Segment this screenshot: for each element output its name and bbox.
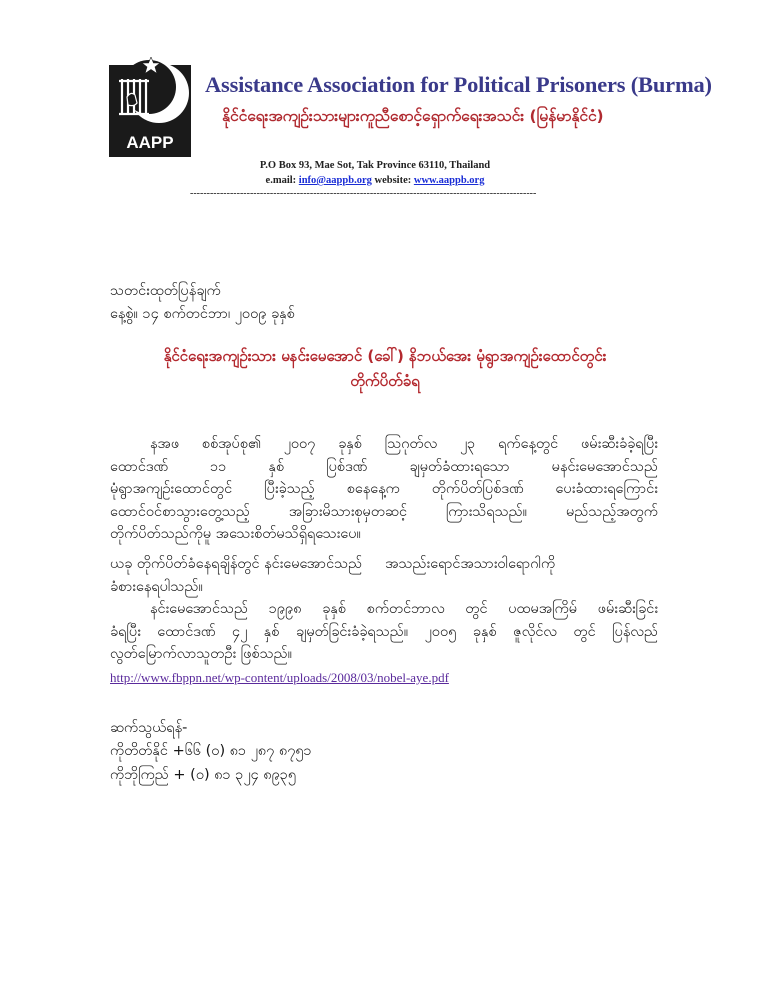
website-link[interactable]: www.aappb.org — [413, 175, 485, 186]
organization-name-local: နိုင်ငံရေးအကျဉ်းသားများကူညီစောင့်ရှောက်ရေးအသင်း (မြန်မာနိုင်ငံ) — [222, 107, 604, 125]
paragraph-line: ထောင်ဒဏ် ၁၁ နှစ် ပြစ်ဒဏ် ချမှတ်ခံထားရသော မနင်းမေအောင်သည် — [110, 458, 658, 475]
paragraph-line: ခံစားနေရပါသည်။ — [110, 578, 203, 595]
contact-heading: ဆက်သွယ်ရန်- — [110, 720, 188, 736]
headline-line-1: နိုင်ငံရေးအကျဉ်းသား မနင်းမေအောင် (ခေါ်) နိဘယ်အေး မုံရွာအကျဉ်းထောင်တွင်း — [163, 347, 607, 365]
email-label: e.mail: — [265, 175, 297, 186]
paragraph-line: နအဖ စစ်အုပ်စု၏ ၂၀၀၇ ခုနှစ် ဩဂုတ်လ ၂၃ ရက်နေ့တွင် ဖမ်းဆီးခံခဲ့ရပြီး — [150, 436, 658, 452]
source-link[interactable]: http://www.fbppn.net/wp-content/uploads/2008/03/nobel-aye.pdf — [110, 670, 449, 685]
contact-line — [190, 175, 560, 186]
paragraph-line: ထောင်ဝင်စာသွားတွေ့သည့် အခြားမိသားစုမှတဆင့် ကြားသိရသည်။ မည်သည့်အတွက် — [110, 503, 658, 520]
aapp-logo — [109, 57, 191, 157]
paragraph-2 — [110, 553, 658, 598]
paragraph-line: တိုက်ပိတ်သည်ကိုမူ အသေးစိတ်မသိရှိရသေးပေ။ — [110, 526, 361, 542]
paragraph-3 — [110, 598, 658, 666]
email-link[interactable]: info@aappb.org — [298, 175, 372, 186]
headline — [110, 344, 660, 394]
paragraph-line: ခံရပြီး ထောင်ဒဏ် ၄၂ နှစ် ချမှတ်ခြင်းခံခဲ့ရသည်။ ၂၀၀၅ ခုနှစ် ဇူလိုင်လ တွင် ပြန်လည် — [110, 623, 658, 640]
letterhead-divider: -------------------------------------------------------------------------------------------------------- — [190, 188, 537, 199]
contact-entry: ကိုဘိုကြည် + (၀) ၈၁ ၃၂၄ ၈၉၃၅ — [110, 767, 297, 783]
paragraph-line: မုံရွာအကျဉ်းထောင်တွင် ပြီးခဲ့သည့် စနေနေ့က တိုက်ပိတ်ပြစ်ဒဏ် ပေးခံထားရကြောင်း — [110, 481, 658, 497]
paragraph-line: နင်းမေအောင်သည် ၁၉၉၈ ခုနှစ် စက်တင်ဘာလ တွင် ပထမအကြိမ် ဖမ်းဆီးခြင်း — [150, 601, 658, 617]
document-type: သတင်းထုတ်ပြန်ချက် — [110, 283, 221, 299]
contact-entry: ကိုတိတ်နိုင် +၆၆ (၀) ၈၁ ၂၈၇ ၈၇၅၁ — [110, 743, 312, 759]
website-label: website: — [374, 175, 412, 186]
organization-name: Assistance Association for Political Prisoners (Burma) — [205, 72, 712, 97]
address: P.O Box 93, Mae Sot, Tak Province 63110, Thailand — [259, 160, 491, 171]
paragraph-1 — [110, 433, 658, 546]
paragraph-line: ယခု တိုက်ပိတ်ခံနေရချိန်တွင် နင်းမေအောင်သည် အသည်းရောင်အသားဝါရောဂါကို — [110, 556, 556, 572]
logo-text: AAPP — [126, 133, 174, 152]
document-date: နေ့စွဲ။ ၁၄ စက်တင်ဘာ၊ ၂၀၀၉ ခုနှစ် — [110, 306, 295, 322]
paragraph-line: လွတ်မြောက်လာသူတဦး ဖြစ်သည်။ — [110, 646, 293, 662]
headline-line-2: တိုက်ပိတ်ခံရ — [350, 372, 420, 390]
